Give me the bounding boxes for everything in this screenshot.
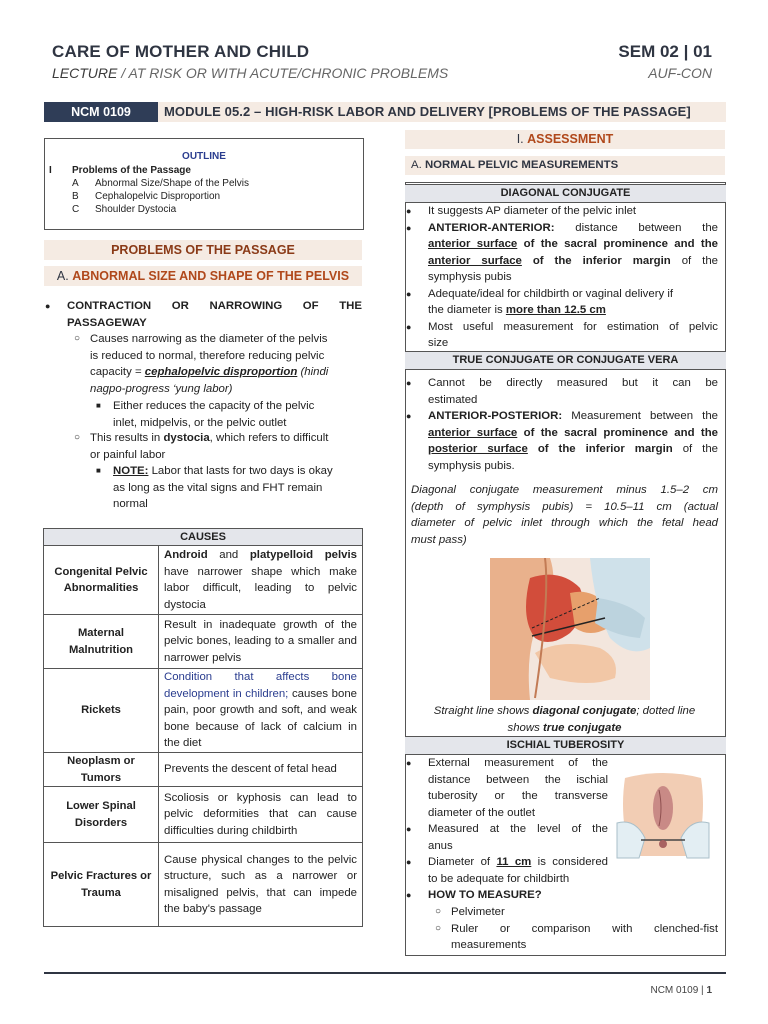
table-row bbox=[44, 843, 363, 927]
assessment-heading: I. ASSESSMENT bbox=[405, 130, 725, 149]
text-line: as long as the vital signs and FHT remain bbox=[113, 481, 323, 494]
text-line: must pass) bbox=[411, 533, 467, 546]
module-title: MODULE 05.2 – HIGH-RISK LABOR AND DELIVERY [PROBLEMS OF THE PASSAGE] bbox=[164, 104, 691, 119]
table-row bbox=[44, 669, 363, 753]
outline-item[interactable]: Shoulder Dystocia bbox=[95, 204, 177, 215]
lecture-label: LECTURE bbox=[52, 65, 118, 81]
text-line: ● External measurement of the bbox=[428, 755, 608, 772]
text-line: ○ Ruler or comparison with clenched-fist bbox=[451, 921, 718, 938]
semester-label: SEM 02 | 01 bbox=[618, 42, 712, 61]
cause-label: Lower Spinal Disorders bbox=[44, 787, 159, 843]
ischial-content bbox=[428, 755, 608, 904]
text-line: or painful labor bbox=[90, 448, 166, 461]
sub-bullet-dystocia bbox=[90, 430, 362, 463]
text-line: ■ NOTE: Labor that lasts for two days is okay bbox=[113, 463, 362, 480]
figure-caption bbox=[411, 703, 718, 736]
footer-course: NCM 0109 | bbox=[650, 985, 704, 996]
text-line: ● Diameter of 11 cm is considered bbox=[428, 854, 608, 871]
cause-description: Android and platypelloid pelvis have narrower shape which make labor difficult, leading to pelvic dystocia bbox=[159, 546, 363, 615]
text-line: Straight line shows diagonal conjugate; dotted line bbox=[433, 705, 696, 717]
cause-label: Rickets bbox=[44, 669, 159, 753]
term-cpd: cephalopelvic disproportion bbox=[144, 366, 298, 378]
text-line: ● Measured at the level of the bbox=[428, 821, 608, 838]
text-line: ○ Causes narrowing as the diameter of the pelvis bbox=[90, 331, 362, 348]
bullet-line: PASSAGEWAY bbox=[67, 316, 147, 329]
text-line: measurements bbox=[451, 939, 527, 951]
text-line: ● Adequate/ideal for childbirth or vaginal delivery if bbox=[428, 286, 718, 303]
course-code: NCM 0109 bbox=[44, 102, 158, 122]
cause-description: Scoliosis or kyphosis can lead to pelvic deformities that can cause difficulties during childbirth bbox=[159, 787, 363, 843]
section-heading: PROBLEMS OF THE PASSAGE bbox=[44, 240, 362, 260]
text-line: ○ Pelvimeter bbox=[451, 904, 718, 921]
text-line: nagpo-progress ‘yung labor) bbox=[90, 382, 233, 395]
text-line: anus bbox=[428, 839, 453, 852]
note-label: NOTE: bbox=[113, 465, 149, 477]
diagonal-conjugate-header: DIAGONAL CONJUGATE bbox=[405, 184, 726, 203]
text-line: Diagonal conjugate measurement minus 1.5–2 cm bbox=[411, 484, 718, 496]
text-line: is reduced to normal, therefore reducing pelvic bbox=[90, 349, 325, 362]
text-line: diameter of the outlet bbox=[428, 806, 536, 819]
text-line: capacity = cephalopelvic disproportion (hindi bbox=[90, 366, 329, 378]
table-row bbox=[44, 753, 363, 787]
term-dystocia: dystocia bbox=[163, 432, 210, 444]
text-line: ■ Either reduces the capacity of the pelvic bbox=[113, 398, 362, 415]
outline-item[interactable]: Abnormal Size/Shape of the Pelvis bbox=[95, 178, 249, 189]
text-line: tuberosity or the transverse bbox=[428, 790, 608, 802]
sub-bullet-narrowing bbox=[90, 331, 362, 397]
true-conjugate-content bbox=[428, 375, 718, 474]
text-line: ● Most useful measurement for estimation of pelvic bbox=[428, 319, 718, 336]
text-line: size bbox=[428, 337, 449, 349]
text-line: anterior surface of the sacral prominence and the bbox=[428, 238, 718, 250]
text-line: anterior surface of the inferior margin of the bbox=[428, 254, 718, 267]
cause-description: Condition that affects bone development in children; causes bone pain, poor growth and soft, and weak bone because of lack of calcium in the diet bbox=[159, 669, 363, 753]
org-label: AUF-CON bbox=[648, 65, 712, 81]
measure-methods bbox=[451, 904, 718, 954]
pelvic-exam-illustration bbox=[490, 558, 650, 700]
lecture-topic: AT RISK OR WITH ACUTE/CHRONIC PROBLEMS bbox=[128, 65, 449, 81]
outline-main-label: Problems of the Passage bbox=[72, 165, 191, 176]
text-line: ● ANTERIOR-POSTERIOR: Measurement between the bbox=[428, 408, 718, 425]
subsection-title: ABNORMAL SIZE AND SHAPE OF THE PELVIS bbox=[72, 269, 350, 283]
text-line: distance between the ischial bbox=[428, 773, 608, 786]
outline-title: OUTLINE bbox=[182, 151, 226, 162]
subsection-prefix: A. bbox=[56, 269, 69, 283]
lecture-subtitle: LECTURE / AT RISK OR WITH ACUTE/CHRONIC PROBLEMS bbox=[52, 65, 449, 81]
cause-label: Neoplasm or Tumors bbox=[44, 753, 159, 787]
ischial-measurement-illustration bbox=[615, 768, 711, 860]
cause-label: Congenital Pelvic Abnormalities bbox=[44, 546, 159, 615]
outline-box bbox=[44, 138, 364, 230]
cause-label: Maternal Malnutrition bbox=[44, 615, 159, 669]
text-line: the diameter is more than 12.5 cm bbox=[428, 304, 606, 316]
footer-divider bbox=[44, 972, 726, 974]
outline-item-letter: C bbox=[72, 204, 80, 215]
note-bullet bbox=[113, 463, 362, 513]
table-row bbox=[44, 787, 363, 843]
text-line: to be adequate for childbirth bbox=[428, 872, 570, 885]
bullet-contraction bbox=[67, 298, 362, 331]
text-line: ○ This results in dystocia, which refers to difficult bbox=[90, 430, 362, 447]
diagonal-conjugate-content bbox=[428, 203, 718, 352]
text-line: symphysis pubis bbox=[428, 271, 512, 283]
assessment-title: ASSESSMENT bbox=[527, 132, 614, 146]
cause-label: Pelvic Fractures or Trauma bbox=[44, 843, 159, 927]
course-title: CARE OF MOTHER AND CHILD bbox=[52, 42, 310, 61]
text-line: ● ANTERIOR-ANTERIOR: distance between the bbox=[428, 220, 718, 237]
outline-item-letter: A bbox=[72, 178, 79, 189]
table-row bbox=[44, 546, 363, 615]
table-row bbox=[44, 615, 363, 669]
cause-description: Result in inadequate growth of the pelvic bones, leading to a smaller and narrower pelvis bbox=[159, 615, 363, 669]
sub-sub-bullet-capacity bbox=[113, 398, 362, 431]
text-line: estimated bbox=[428, 393, 478, 406]
normal-measurements-heading: A. NORMAL PELVIC MEASUREMENTS bbox=[405, 156, 725, 175]
text-line: ● It suggests AP diameter of the pelvic inlet bbox=[428, 203, 718, 220]
outline-main-num: I bbox=[49, 165, 52, 176]
true-conjugate-header: TRUE CONJUGATE OR CONJUGATE VERA bbox=[405, 351, 726, 370]
text-line: anterior surface of the sacral prominence and the bbox=[428, 426, 718, 439]
outline-item-letter: B bbox=[72, 191, 79, 202]
subsection-heading bbox=[44, 266, 362, 286]
bullet-line: ● CONTRACTION OR NARROWING OF THE bbox=[67, 298, 362, 315]
table-header: CAUSES bbox=[44, 529, 363, 546]
text-line: posterior surface of the inferior margin of the bbox=[428, 443, 718, 455]
text-line: diameter of pelvic inlet through which the fetal head bbox=[411, 517, 718, 529]
ischial-tuberosity-header: ISCHIAL TUBEROSITY bbox=[405, 736, 726, 755]
outline-item[interactable]: Cephalopelvic Disproportion bbox=[95, 191, 221, 202]
text-line: (depth of symphysis pubis) = 10.5–11 cm (actual bbox=[411, 500, 718, 513]
text-line: normal bbox=[113, 498, 148, 510]
page-number: 1 bbox=[706, 985, 712, 996]
text-line: ● Cannot be directly measured but it can be bbox=[428, 375, 718, 392]
cause-description: Cause physical changes to the pelvic structure, such as a narrower or misaligned pelvis, that can impede the baby's passage bbox=[159, 843, 363, 927]
page-footer bbox=[650, 985, 712, 996]
formula-text bbox=[411, 482, 718, 548]
text-line: inlet, midpelvis, or the pelvic outlet bbox=[113, 416, 287, 429]
normal-measurements-title: NORMAL PELVIC MEASUREMENTS bbox=[424, 159, 619, 171]
text-line: symphysis pubis. bbox=[428, 459, 515, 472]
text-line: shows true conjugate bbox=[507, 721, 622, 734]
text-line: ● HOW TO MEASURE? bbox=[428, 887, 608, 904]
causes-table bbox=[43, 528, 363, 927]
cause-description: Prevents the descent of fetal head bbox=[159, 753, 363, 787]
